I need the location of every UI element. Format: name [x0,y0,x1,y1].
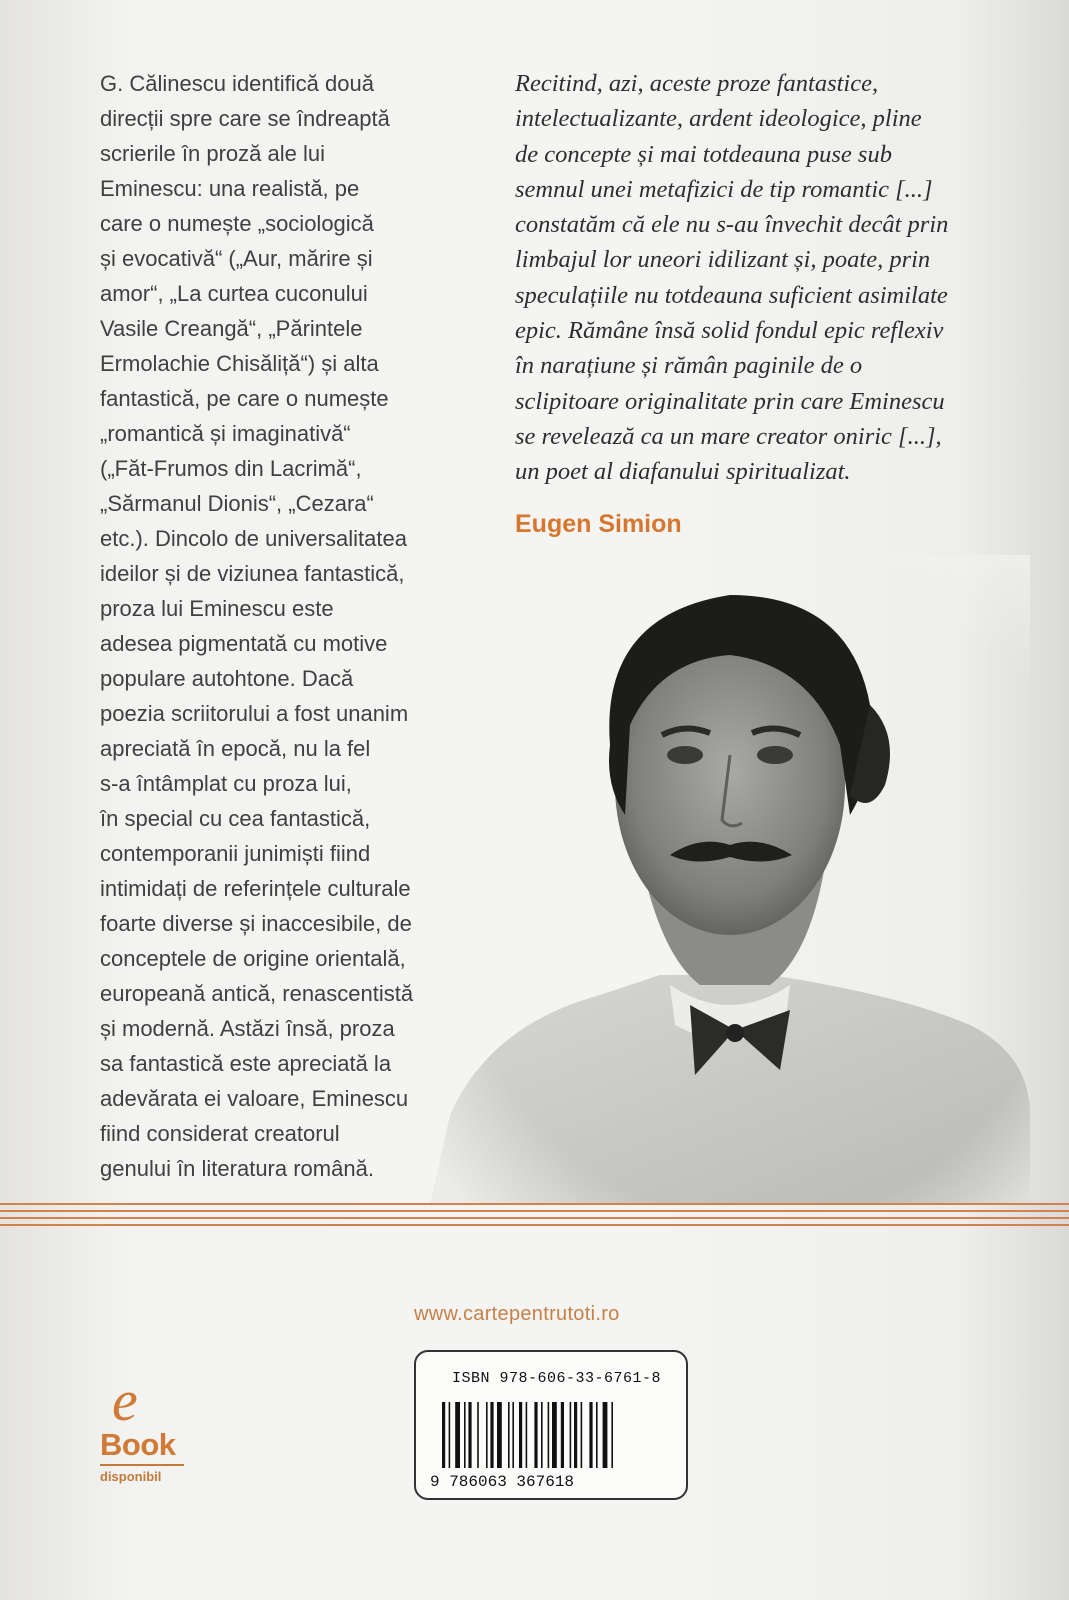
barcode-bar [574,1402,577,1468]
barcode-bar [526,1402,528,1468]
barcode-bar [552,1402,557,1468]
description-text: G. Călinescu identifică două direcții spre care se îndreaptă scrierile în proză ale lui Eminescu: una realistă, pe care o numește „sociologică și evocativă“ („Aur, mărire și amor“, „La curtea cuconului Vasile Creangă“, „Părintele Ermolachie Chisăliță“) și alta fantastică, pe care o numește „romantică și imaginativă“ („Făt-Frumos din Lacrimă“, „Sărmanul Dionis“, „Cezara“ etc.). Dincolo de universalitatea ideilor și de viziunea fantastică, proza lui Eminescu este adesea pigmentată cu motive populare autohtone. Dacă poezia scriitorului a fost unanim apreciată în epocă, nu la fel s-a întâmplat cu proza lui, în special cu cea fantastică, contemporanii junimiști fiind intimidați de referințele culturale foarte diverse și inaccesibile, de conceptele de origine orientală, europeană antică, renascentistă și modernă. Astăzi însă, proza sa fantastică este apreciată la adevărata ei valoare, Eminescu fiind considerat creatorul genului în literatura română. [100,71,414,1181]
barcode-digits: 9 786063 367618 [430,1473,575,1490]
decorative-stripes [0,1203,1069,1229]
barcode-bar [477,1402,479,1468]
barcode-bar [603,1402,608,1468]
publisher-website[interactable]: www.cartepentrutoti.ro [414,1303,620,1325]
barcode-bar [589,1402,592,1468]
barcode-bar [449,1402,451,1468]
barcode-bar [519,1402,522,1468]
barcode-bar [490,1402,493,1468]
isbn-label: ISBN 978-606-33-6761-8 [452,1370,662,1387]
ebook-subtitle: disponibil [100,1469,162,1484]
barcode-bar [596,1402,598,1468]
barcode-bar [455,1402,460,1468]
critic-quote: Recitind, azi, aceste proze fantastice, intelectualizante, ardent ideologice, pline de concepte și mai totdeauna puse sub semnul unei metafizici de tip romantic [...] constatăm că ele nu s-au învechit decât prin limbajul lor uneori idilizant și, poate, prin speculațiile nu totdeauna suficient asimilate epic. Rămâne însă solid fondul epic reflexiv în narațiune și rămân paginile de o sclipitoare originalitate prin care Eminescu se revelează ca un mare creator oniric [...], un poet al diafanului spiritualizat. [515,70,949,486]
barcode-bar [512,1402,514,1468]
barcode-bar [611,1402,613,1468]
barcode-bar [570,1402,572,1468]
barcode-bar [442,1402,445,1468]
ebook-e-letter: e [112,1368,138,1433]
barcode-bar [548,1402,550,1468]
barcode-bar [541,1402,543,1468]
barcode-bar [508,1402,510,1468]
quote-author: Eugen Simion [515,510,682,538]
barcode-bar [468,1402,471,1468]
ebook-underline [100,1464,184,1466]
barcode-bar [561,1402,564,1468]
barcode [428,1402,676,1490]
barcode-bar [497,1402,502,1468]
isbn-barcode-box [414,1350,688,1500]
author-portrait [430,555,1030,1205]
barcode-bar [581,1402,583,1468]
barcode-bar [464,1402,466,1468]
barcode-bar [534,1402,537,1468]
ebook-word: Book [100,1427,176,1462]
barcode-bar [486,1402,488,1468]
ebook-badge [88,1368,198,1495]
